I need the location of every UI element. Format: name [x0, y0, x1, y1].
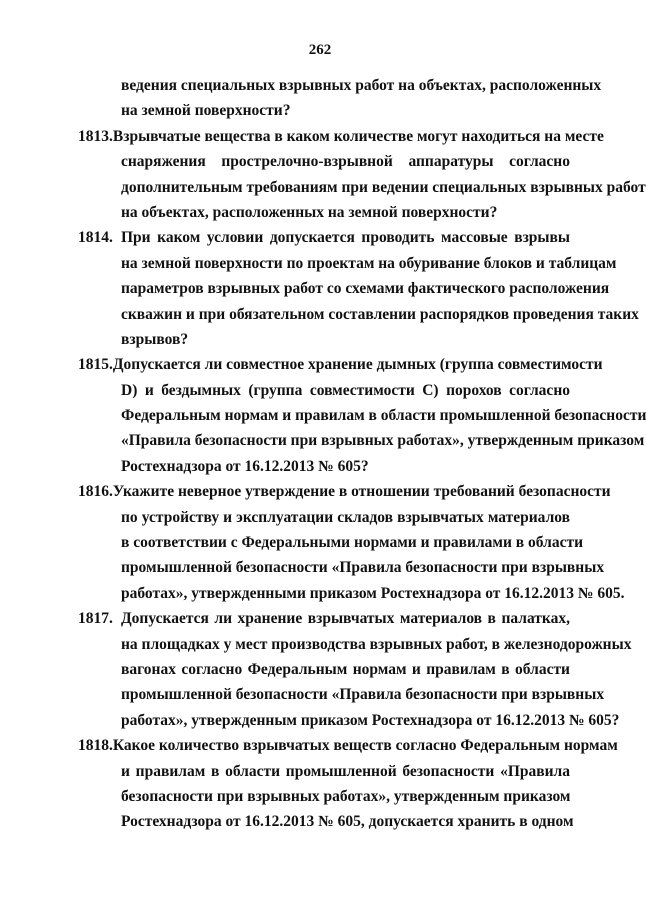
- question-number: 1817.: [78, 610, 113, 628]
- question-number: 1815.: [78, 356, 113, 374]
- text-line: дополнительным требованиям при ведении специальных взрывных работ: [121, 178, 646, 196]
- page-number: 262: [308, 42, 332, 58]
- text-line: скважин и при обязательном составлении распорядков проведения таких: [121, 305, 639, 323]
- text-line: и правилам в области промышленной безопасности «Правила: [121, 762, 570, 780]
- text-line: промышленной безопасности «Правила безопасности при взрывных: [121, 559, 605, 577]
- question-first-line: [78, 225, 570, 250]
- text-line: взрывов?: [121, 330, 189, 348]
- question-text: Укажите неверное утверждение в отношении требований безопасности: [112, 483, 611, 501]
- text-line: работах», утвержденным приказом Ростехнадзора от 16.12.2013 № 605?: [121, 711, 620, 729]
- question-first-line: [78, 124, 604, 149]
- text-line: снаряжения прострелочно-взрывной аппаратуры согласно: [121, 153, 570, 171]
- text-line: работах», утвержденными приказом Ростехнадзора от 16.12.2013 № 605.: [121, 584, 625, 602]
- question-first-line: [78, 733, 618, 758]
- document-body: [78, 73, 646, 835]
- question-text: Какое количество взрывчатых веществ согласно Федеральным нормам: [112, 737, 618, 755]
- question-number: 1813.: [78, 127, 113, 145]
- question-text: При каком условии допускается проводить массовые взрывы: [121, 229, 570, 247]
- question-text: Допускается ли хранение взрывчатых материалов в палатках,: [121, 610, 570, 628]
- question-first-line: [78, 479, 611, 504]
- text-line: на объектах, расположенных на земной поверхности?: [121, 203, 498, 221]
- question-first-line: [78, 352, 603, 377]
- text-line: вагонах согласно Федеральным нормам и правилам в области: [121, 660, 570, 678]
- question-first-line: [78, 606, 570, 631]
- question-number: 1818.: [78, 737, 113, 755]
- text-line: в соответствии с Федеральными нормами и правилами в области: [121, 534, 584, 552]
- text-line: «Правила безопасности при взрывных работах», утвержденным приказом: [121, 432, 645, 450]
- text-line: по устройству и эксплуатации складов взрывчатых материалов: [121, 508, 570, 526]
- question-number: 1814.: [78, 229, 113, 247]
- text-line: на площадках у мест производства взрывных работ, в железнодорожных: [121, 635, 632, 653]
- question-text: Допускается ли совместное хранение дымных (группа совместимости: [112, 356, 603, 374]
- text-line: промышленной безопасности «Правила безопасности при взрывных: [121, 686, 605, 704]
- text-line: D) и бездымных (группа совместимости С) порохов согласно: [121, 381, 570, 399]
- text-line: на земной поверхности?: [121, 102, 291, 120]
- text-line: Ростехнадзора от 16.12.2013 № 605?: [121, 457, 369, 475]
- question-number: 1816.: [78, 483, 113, 501]
- text-line: параметров взрывных работ со схемами фактического расположения: [121, 280, 610, 298]
- text-line: на земной поверхности по проектам на обуривание блоков и таблицам: [121, 254, 617, 272]
- text-line: Ростехнадзора от 16.12.2013 № 605, допускается хранить в одном: [121, 813, 574, 831]
- question-text: Взрывчатые вещества в каком количестве могут находиться на месте: [112, 127, 604, 145]
- text-line: ведения специальных взрывных работ на объектах, расположенных: [121, 77, 602, 94]
- text-line: Федеральным нормам и правилам в области промышленной безопасности: [121, 407, 646, 425]
- text-line: безопасности при взрывных работах», утвержденным приказом: [121, 787, 571, 805]
